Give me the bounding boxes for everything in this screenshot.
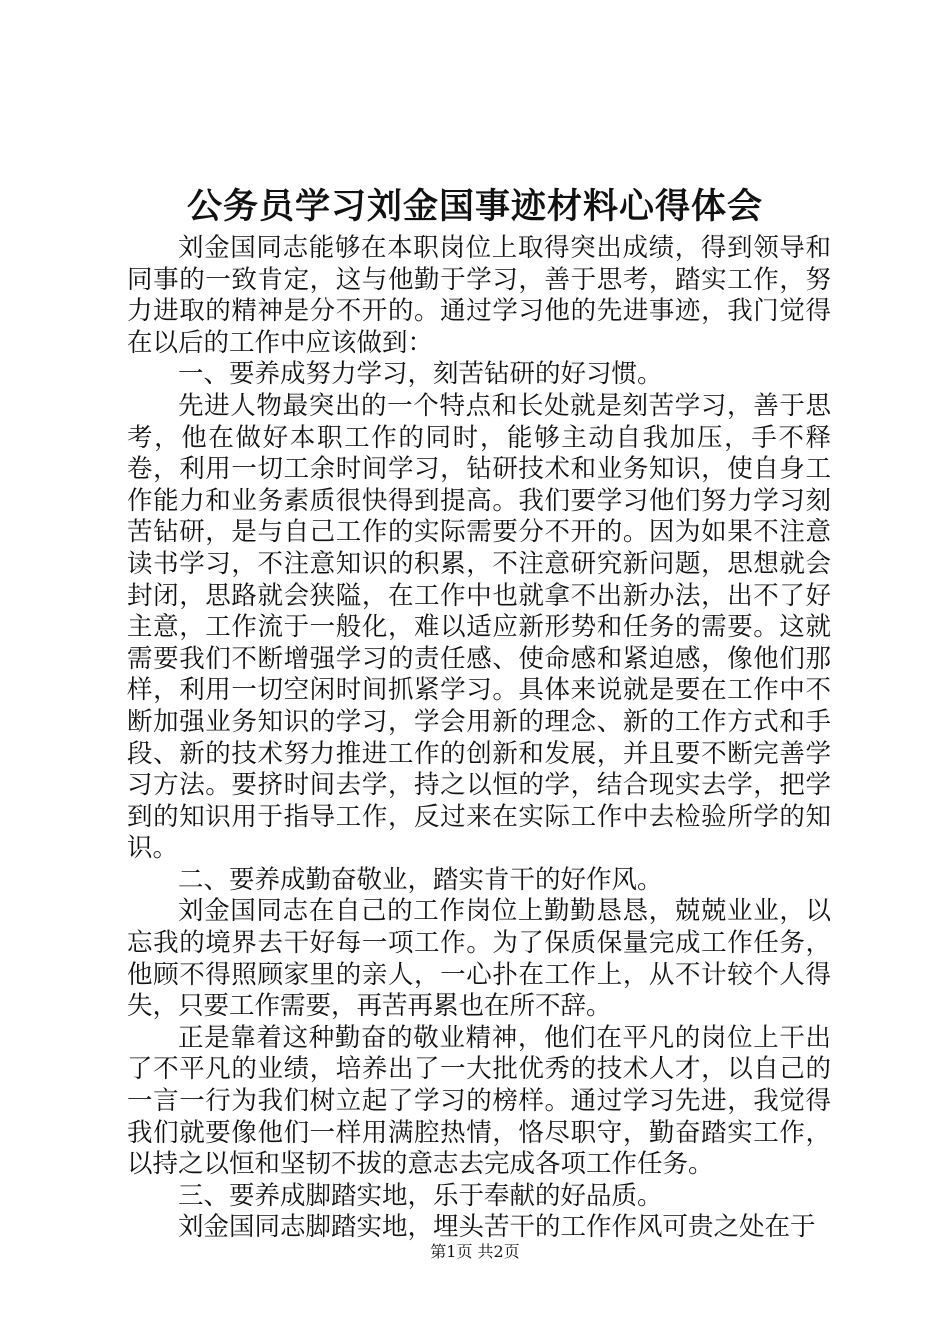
document-body [127, 233, 831, 1244]
paragraph-dedication: 正是靠着这种勤奋的敬业精神，他们在平凡的岗位上干出了不平凡的业绩，培养出了一大批优秀的技术人才，以自己的一言一行为我们树立起了学习的榜样。通过学习先进，我觉得我们就要像他们一样用满腔热情，恪尽职守，勤奋踏实工作，以持之以恒和坚韧不拔的意志去完成各项工作任务。 [127, 1022, 831, 1180]
paragraph-intro: 刘金国同志能够在本职岗位上取得突出成绩，得到领导和同事的一致肯定，这与他勤于学习，善于思考，踏实工作，努力进取的精神是分不开的。通过学习他的先进事迹，我门觉得在以后的工作中应该做到： [127, 233, 831, 358]
paragraph-diligence: 刘金国同志在自己的工作岗位上勤勤恳恳，兢兢业业，以忘我的境界去干好每一项工作。为了保质保量完成工作任务，他顾不得照顾家里的亲人，一心扑在工作上，从不计较个人得失，只要工作需要，再苦再累也在所不辞。 [127, 896, 831, 1022]
paragraph-heading-2: 二、要养成勤奋敬业，踏实肯干的好作风。 [178, 864, 663, 895]
page-footer: 第1页 共2页 [430, 1242, 520, 1261]
paragraph-down-to-earth: 刘金国同志脚踏实地，埋头苦干的工作作风可贵之处在于 [178, 1212, 816, 1243]
paragraph-heading-3: 三、要养成脚踏实地，乐于奉献的好品质。 [178, 1180, 663, 1211]
document-title: 公务员学习刘金国事迹材料心得体会 [186, 186, 763, 227]
paragraph-heading-1: 一、要养成努力学习，刻苦钻研的好习惯。 [178, 359, 663, 390]
paragraph-study: 先进人物最突出的一个特点和长处就是刻苦学习，善于思考，他在做好本职工作的同时，能够主动自我加压，手不释卷，利用一切工余时间学习，钻研技术和业务知识，使自身工作能力和业务素质很快得到提高。我们要学习他们努力学习刻苦钻研，是与自己工作的实际需要分不开的。因为如果不注意读书学习，不注意知识的积累，不注意研究新问题，思想就会封闭，思路就会狭隘，在工作中也就拿不出新办法，出不了好主意，工作流于一般化，难以适应新形势和任务的需要。这就需要我们不断增强学习的责任感、使命感和紧迫感，像他们那样，利用一切空闲时间抓紧学习。具体来说就是要在工作中不断加强业务知识的学习，学会用新的理念、新的工作方式和手段、新的技术努力推进工作的创新和发展，并且要不断完善学习方法。要挤时间去学，持之以恒的学，结合现实去学，把学到的知识用于指导工作，反过来在实际工作中去检验所学的知识。 [127, 390, 831, 864]
